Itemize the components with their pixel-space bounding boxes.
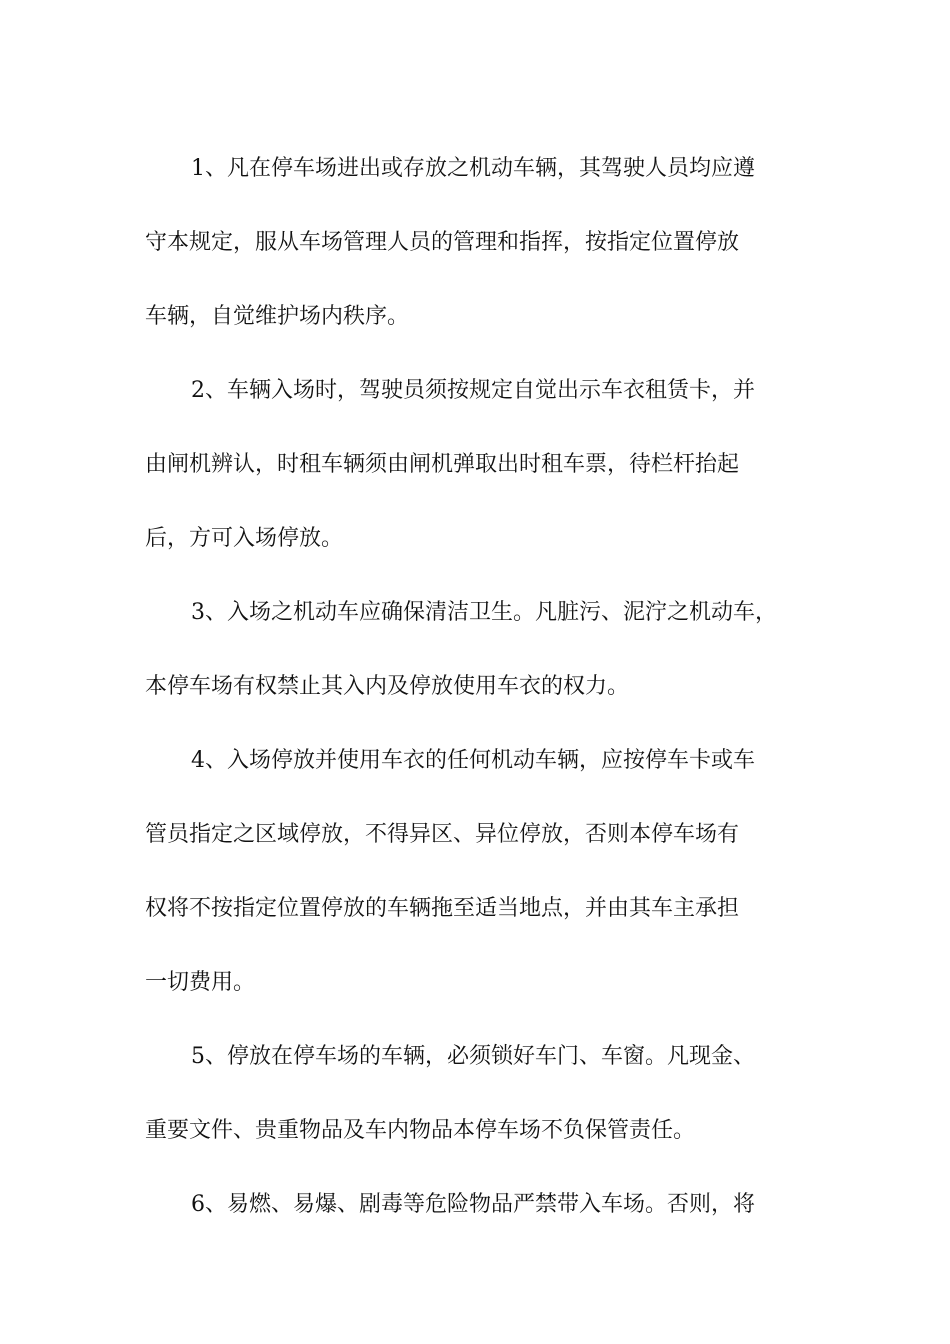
paragraph-3 (145, 576, 815, 724)
paragraph-5 (145, 1020, 815, 1168)
paragraph-2 (145, 354, 815, 576)
paragraph-1 (145, 132, 815, 354)
paragraph-line: 后，方可入场停放。 (145, 526, 344, 551)
paragraph-line: 2、车辆入场时，驾驶员须按规定自觉出示车衣租赁卡，并 (191, 378, 755, 403)
paragraph-line: 1、凡在停车场进出或存放之机动车辆，其驾驶人员均应遵 (191, 156, 755, 181)
paragraph-line: 由闸机辨认，时租车辆须由闸机弹取出时租车票，待栏杆抬起 (145, 452, 740, 477)
paragraph-6 (145, 1168, 815, 1242)
paragraph-line: 车辆，自觉维护场内秩序。 (145, 304, 410, 329)
paragraph-4 (145, 724, 815, 1020)
paragraph-line: 重要文件、贵重物品及车内物品本停车场不负保管责任。 (145, 1118, 696, 1143)
paragraph-line: 本停车场有权禁止其入内及停放使用车衣的权力。 (145, 674, 630, 699)
paragraph-line: 5、停放在停车场的车辆，必须锁好车门、车窗。凡现金、 (191, 1044, 755, 1069)
paragraph-line: 守本规定，服从车场管理人员的管理和指挥，按指定位置停放 (145, 230, 740, 255)
paragraph-line: 权将不按指定位置停放的车辆拖至适当地点，并由其车主承担 (145, 896, 740, 921)
paragraph-line: 6、易燃、易爆、剧毒等危险物品严禁带入车场。否则，将 (191, 1192, 755, 1217)
paragraph-line: 4、入场停放并使用车衣的任何机动车辆，应按停车卡或车 (191, 748, 755, 773)
paragraph-line: 3、入场之机动车应确保清洁卫生。凡脏污、泥泞之机动车， (191, 600, 777, 625)
paragraph-line: 一切费用。 (145, 970, 256, 995)
paragraph-line: 管员指定之区域停放，不得异区、异位停放，否则本停车场有 (145, 822, 740, 847)
document-body (145, 132, 815, 1242)
